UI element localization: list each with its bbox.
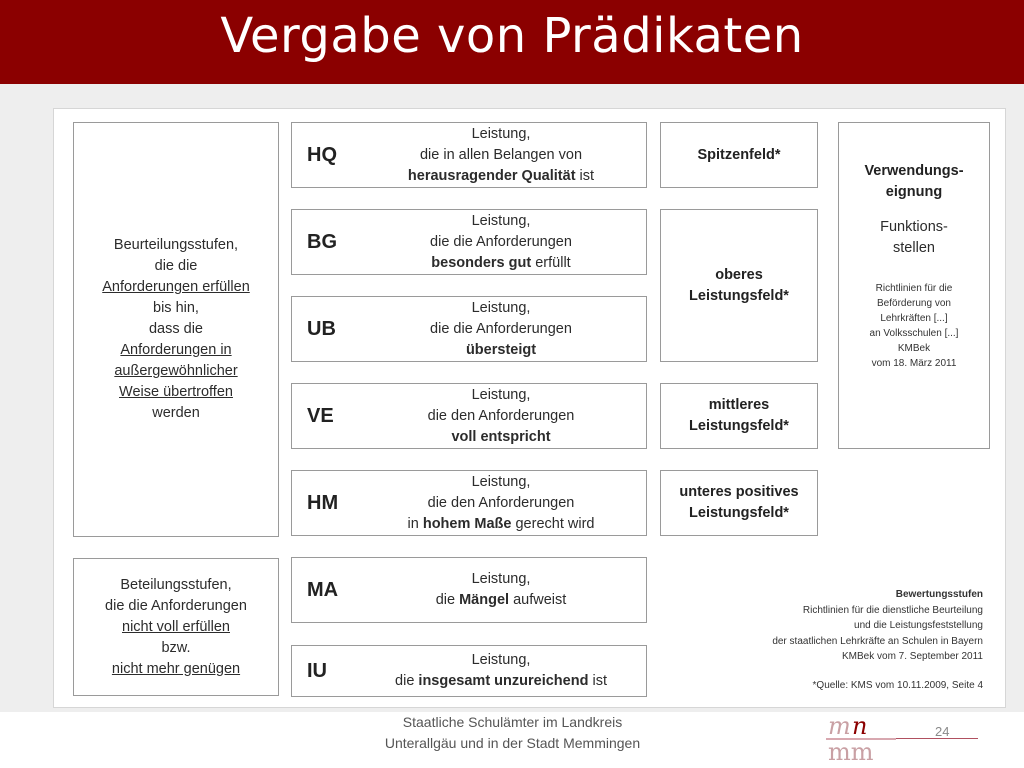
svg-text:m: m [828, 712, 851, 740]
grade-text: die die Anforderungen [430, 233, 572, 250]
grade-row-ve [291, 383, 647, 449]
field-label: Spitzenfeld* [697, 146, 781, 163]
grade-text: Leistung, [471, 299, 531, 316]
slide-title: Vergabe von Prädikaten [220, 8, 804, 64]
usage-function: stellen [893, 240, 935, 256]
grade-text: Leistung, [471, 652, 531, 668]
grade-text: die [435, 592, 460, 608]
grade-text-bold: Mängel [459, 592, 510, 608]
grade-text-bold: insgesamt unzureichend [418, 673, 589, 689]
footer-text [340, 712, 685, 754]
notes-line: KMBek vom 7. September 2011 [842, 651, 983, 662]
left-lower-line: nicht mehr genügen [111, 660, 241, 677]
grade-text: die den Anforderungen [427, 494, 575, 511]
grade-code: IU [307, 660, 327, 682]
left-upper-line: Anforderungen in [120, 342, 232, 358]
grade-row-hm [291, 470, 647, 536]
field-spitzenfeld [660, 122, 818, 188]
left-upper-line: werden [152, 405, 200, 421]
grade-text: gerecht wird [511, 515, 595, 532]
grade-code: VE [307, 405, 334, 427]
grade-text: erfüllt [531, 254, 571, 271]
notes-block [772, 587, 983, 665]
left-upper-line: Weise übertroffen [119, 384, 233, 400]
grade-row-ub [291, 296, 647, 362]
page-number: 24 [935, 724, 950, 739]
logo-icon [826, 712, 896, 764]
grade-text: ist [588, 673, 607, 689]
usage-source: Lehrkräften [...] [880, 313, 948, 324]
grade-row-ma [291, 557, 647, 623]
usage-source: KMBek [897, 343, 931, 354]
usage-box [838, 122, 990, 449]
field-label: oberes [715, 266, 763, 283]
usage-heading: eignung [885, 184, 943, 200]
grade-row-iu [291, 645, 647, 697]
svg-text:mm: mm [828, 738, 874, 764]
footer-line: Staatliche Schulämter im Landkreis [402, 714, 623, 730]
grade-code: BG [307, 231, 337, 253]
grade-text: ist [575, 167, 595, 184]
grade-row-hq [291, 122, 647, 188]
grade-text: die die Anforderungen [430, 320, 572, 337]
notes-heading: Bewertungsstufen [895, 589, 983, 600]
grade-text: Leistung, [471, 386, 531, 403]
notes-line: Richtlinien für die dienstliche Beurteilung [802, 604, 983, 616]
field-mittleres [660, 383, 818, 449]
grading-diagram [53, 108, 1006, 708]
usage-heading: Verwendungs- [864, 163, 964, 179]
grade-text: die [395, 673, 419, 689]
left-lower-box [73, 558, 279, 696]
field-oberes [660, 209, 818, 362]
grade-text-bold: übersteigt [465, 341, 537, 358]
grade-row-bg [291, 209, 647, 275]
usage-source: vom 18. März 2011 [871, 358, 957, 369]
grade-text-bold: hohem Maße [422, 515, 512, 532]
grade-text-bold: herausragender Qualität [407, 167, 576, 184]
left-lower-line: Beteilungsstufen, [120, 576, 232, 593]
usage-source: Beförderung von [877, 298, 951, 309]
left-upper-line: dass die [148, 321, 203, 337]
usage-source: Richtlinien für die [875, 283, 953, 294]
grade-code: HQ [307, 144, 337, 166]
left-upper-line: die die [154, 258, 198, 274]
field-label: Leistungsfeld* [689, 287, 789, 304]
left-upper-line: außergewöhnlicher [114, 363, 238, 379]
left-upper-box [73, 122, 279, 537]
grade-text: in [407, 515, 423, 532]
grade-text: Leistung, [471, 473, 531, 490]
field-label: Leistungsfeld* [689, 418, 789, 434]
grade-code: HM [307, 492, 339, 514]
grade-text-bold: besonders gut [431, 254, 532, 271]
grade-text: die in allen Belangen von [419, 146, 583, 163]
left-lower-line: die die Anforderungen [105, 597, 247, 614]
left-lower-line: nicht voll erfüllen [122, 618, 230, 635]
grade-text: Leistung, [471, 125, 531, 142]
field-label: Leistungsfeld* [689, 505, 789, 521]
grade-text: Leistung, [471, 212, 531, 229]
left-upper-line: Beurteilungsstufen, [113, 237, 239, 253]
notes-line: und die Leistungsfeststellung [854, 620, 983, 631]
svg-text:n: n [852, 712, 868, 740]
field-label: mittleres [708, 397, 770, 413]
left-upper-line: Anforderungen erfüllen [102, 279, 250, 295]
grade-text: Leistung, [471, 571, 531, 587]
grade-text-bold: voll entspricht [451, 428, 551, 445]
left-lower-line: bzw. [161, 639, 191, 656]
usage-source: an Volksschulen [...] [869, 328, 959, 339]
notes-line: der staatlichen Lehrkräfte an Schulen in Bayern [772, 635, 983, 647]
grade-code: UB [307, 318, 336, 340]
footer-line: Unterallgäu und in der Stadt Memmingen [384, 735, 641, 751]
field-unteres [660, 470, 818, 536]
grade-text: die den Anforderungen [427, 407, 575, 424]
left-upper-line: bis hin, [153, 300, 199, 316]
field-label: unteres positives [679, 484, 799, 500]
usage-function: Funktions- [880, 219, 948, 235]
notes-source: *Quelle: KMS vom 10.11.2009, Seite 4 [812, 680, 983, 691]
grade-text: aufweist [509, 592, 567, 608]
grade-code: MA [307, 579, 339, 601]
